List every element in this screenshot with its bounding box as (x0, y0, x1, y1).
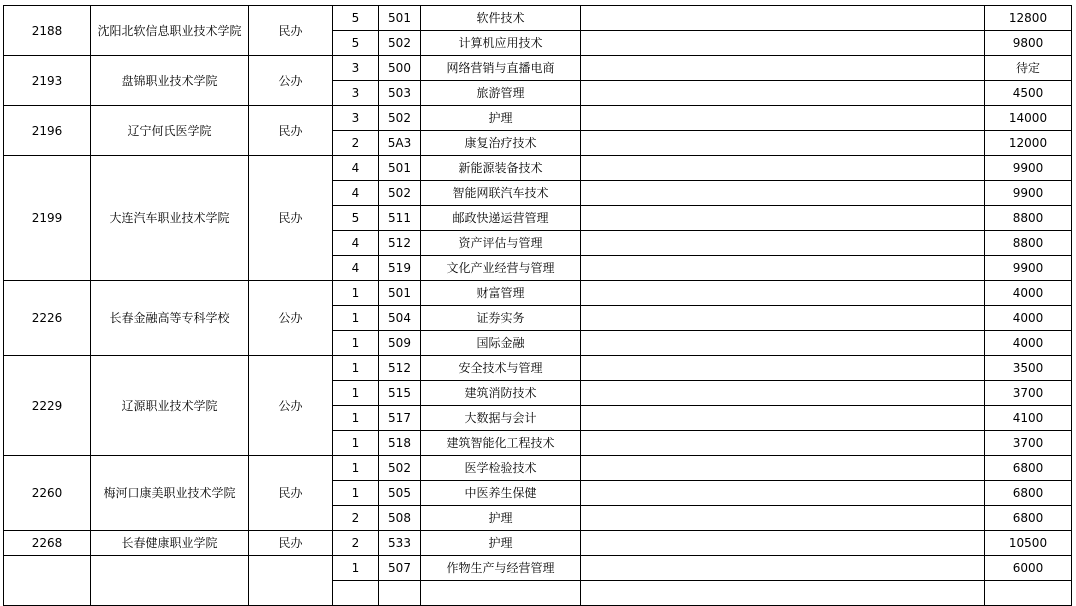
tuition-cell: 3700 (985, 431, 1072, 456)
major-code-cell: 511 (379, 206, 421, 231)
remarks-cell (581, 506, 985, 531)
major-name-cell: 网络营销与直播电商 (421, 56, 581, 81)
remarks-cell (581, 56, 985, 81)
remarks-cell (581, 231, 985, 256)
tuition-cell: 9900 (985, 156, 1072, 181)
school-name-cell: 沈阳北软信息职业技术学院 (91, 6, 249, 56)
major-name-cell: 财富管理 (421, 281, 581, 306)
table-row (4, 531, 1072, 556)
tuition-cell: 6800 (985, 506, 1072, 531)
school-type-cell: 民办 (249, 106, 333, 156)
plan-count-cell: 1 (333, 456, 379, 481)
remarks-cell (581, 306, 985, 331)
school-name-cell: 长春金融高等专科学校 (91, 281, 249, 356)
school-name-cell: 梅河口康美职业技术学院 (91, 456, 249, 531)
plan-count-cell: 1 (333, 431, 379, 456)
school-code-cell: 2229 (4, 356, 91, 456)
school-type-cell (249, 556, 333, 606)
plan-count-cell: 3 (333, 56, 379, 81)
major-code-cell: 519 (379, 256, 421, 281)
major-name-cell: 护理 (421, 506, 581, 531)
major-code-cell: 512 (379, 356, 421, 381)
major-name-cell: 资产评估与管理 (421, 231, 581, 256)
table-row (4, 281, 1072, 306)
school-type-cell: 民办 (249, 456, 333, 531)
remarks-cell (581, 406, 985, 431)
tuition-cell: 4000 (985, 306, 1072, 331)
remarks-cell (581, 181, 985, 206)
major-name-cell: 中医养生保健 (421, 481, 581, 506)
school-type-cell: 民办 (249, 156, 333, 281)
plan-count-cell: 2 (333, 131, 379, 156)
major-code-cell: 518 (379, 431, 421, 456)
major-name-cell: 文化产业经营与管理 (421, 256, 581, 281)
major-name-cell: 护理 (421, 531, 581, 556)
tuition-cell: 8800 (985, 231, 1072, 256)
remarks-cell (581, 456, 985, 481)
major-name-cell: 智能网联汽车技术 (421, 181, 581, 206)
school-code-cell: 2196 (4, 106, 91, 156)
tuition-cell: 14000 (985, 106, 1072, 131)
school-name-cell: 辽源职业技术学院 (91, 356, 249, 456)
table-row (4, 456, 1072, 481)
major-code-cell: 515 (379, 381, 421, 406)
tuition-cell: 4100 (985, 406, 1072, 431)
tuition-cell: 6000 (985, 556, 1072, 581)
remarks-cell (581, 256, 985, 281)
tuition-cell: 8800 (985, 206, 1072, 231)
plan-count-cell: 4 (333, 231, 379, 256)
major-code-cell: 508 (379, 506, 421, 531)
remarks-cell (581, 106, 985, 131)
tuition-cell: 9900 (985, 181, 1072, 206)
remarks-cell (581, 156, 985, 181)
remarks-cell (581, 481, 985, 506)
plan-count-cell: 4 (333, 156, 379, 181)
school-name-cell (91, 556, 249, 606)
plan-count-cell: 1 (333, 481, 379, 506)
remarks-cell (581, 31, 985, 56)
major-name-cell: 旅游管理 (421, 81, 581, 106)
tuition-cell: 9800 (985, 31, 1072, 56)
school-type-cell: 公办 (249, 56, 333, 106)
school-type-cell: 民办 (249, 531, 333, 556)
remarks-cell (581, 581, 985, 606)
tuition-cell: 3500 (985, 356, 1072, 381)
plan-count-cell: 2 (333, 531, 379, 556)
tuition-cell: 3700 (985, 381, 1072, 406)
plan-count-cell: 2 (333, 506, 379, 531)
school-name-cell: 盘锦职业技术学院 (91, 56, 249, 106)
major-code-cell: 501 (379, 156, 421, 181)
plan-count-cell: 1 (333, 331, 379, 356)
major-name-cell: 安全技术与管理 (421, 356, 581, 381)
major-code-cell: 517 (379, 406, 421, 431)
major-name-cell: 新能源装备技术 (421, 156, 581, 181)
remarks-cell (581, 431, 985, 456)
major-code-cell: 503 (379, 81, 421, 106)
school-name-cell: 长春健康职业学院 (91, 531, 249, 556)
major-code-cell: 502 (379, 456, 421, 481)
plan-count-cell: 1 (333, 356, 379, 381)
major-code-cell: 512 (379, 231, 421, 256)
plan-count-cell: 5 (333, 206, 379, 231)
major-name-cell: 软件技术 (421, 6, 581, 31)
plan-count-cell: 1 (333, 281, 379, 306)
major-code-cell: 507 (379, 556, 421, 581)
remarks-cell (581, 331, 985, 356)
tuition-cell: 4000 (985, 281, 1072, 306)
table-row (4, 356, 1072, 381)
plan-count-cell: 4 (333, 256, 379, 281)
remarks-cell (581, 531, 985, 556)
school-type-cell: 公办 (249, 281, 333, 356)
enrollment-table (3, 5, 1072, 606)
tuition-cell: 6800 (985, 456, 1072, 481)
school-name-cell: 大连汽车职业技术学院 (91, 156, 249, 281)
major-code-cell: 502 (379, 106, 421, 131)
table-row (4, 6, 1072, 31)
major-code-cell: 5A3 (379, 131, 421, 156)
remarks-cell (581, 381, 985, 406)
major-code-cell: 502 (379, 31, 421, 56)
school-type-cell: 民办 (249, 6, 333, 56)
tuition-cell: 6800 (985, 481, 1072, 506)
tuition-cell: 9900 (985, 256, 1072, 281)
tuition-cell: 10500 (985, 531, 1072, 556)
major-name-cell: 大数据与会计 (421, 406, 581, 431)
plan-count-cell: 5 (333, 31, 379, 56)
remarks-cell (581, 356, 985, 381)
major-name-cell: 建筑智能化工程技术 (421, 431, 581, 456)
tuition-cell: 12800 (985, 6, 1072, 31)
school-name-cell: 辽宁何氏医学院 (91, 106, 249, 156)
major-name-cell: 建筑消防技术 (421, 381, 581, 406)
table-row (4, 156, 1072, 181)
plan-count-cell: 1 (333, 381, 379, 406)
major-code-cell: 501 (379, 6, 421, 31)
major-code-cell: 533 (379, 531, 421, 556)
table-row (4, 106, 1072, 131)
remarks-cell (581, 6, 985, 31)
school-code-cell (4, 556, 91, 606)
tuition-cell: 12000 (985, 131, 1072, 156)
school-code-cell: 2193 (4, 56, 91, 106)
major-name-cell: 国际金融 (421, 331, 581, 356)
remarks-cell (581, 131, 985, 156)
major-name-cell (421, 581, 581, 606)
remarks-cell (581, 281, 985, 306)
plan-count-cell: 1 (333, 306, 379, 331)
major-code-cell: 509 (379, 331, 421, 356)
major-name-cell: 证券实务 (421, 306, 581, 331)
major-code-cell: 500 (379, 56, 421, 81)
school-code-cell: 2226 (4, 281, 91, 356)
tuition-cell: 4000 (985, 331, 1072, 356)
school-code-cell: 2199 (4, 156, 91, 281)
school-type-cell: 公办 (249, 356, 333, 456)
major-name-cell: 作物生产与经营管理 (421, 556, 581, 581)
major-code-cell: 501 (379, 281, 421, 306)
plan-count-cell: 1 (333, 406, 379, 431)
plan-count-cell: 3 (333, 81, 379, 106)
major-name-cell: 医学检验技术 (421, 456, 581, 481)
table-row (4, 56, 1072, 81)
table-row (4, 556, 1072, 581)
major-code-cell: 502 (379, 181, 421, 206)
remarks-cell (581, 206, 985, 231)
major-name-cell: 计算机应用技术 (421, 31, 581, 56)
tuition-cell: 4500 (985, 81, 1072, 106)
major-code-cell (379, 581, 421, 606)
major-code-cell: 505 (379, 481, 421, 506)
plan-count-cell (333, 581, 379, 606)
plan-count-cell: 4 (333, 181, 379, 206)
school-code-cell: 2188 (4, 6, 91, 56)
remarks-cell (581, 81, 985, 106)
remarks-cell (581, 556, 985, 581)
major-name-cell: 康复治疗技术 (421, 131, 581, 156)
tuition-cell (985, 581, 1072, 606)
school-code-cell: 2268 (4, 531, 91, 556)
major-name-cell: 护理 (421, 106, 581, 131)
plan-count-cell: 1 (333, 556, 379, 581)
major-name-cell: 邮政快递运营管理 (421, 206, 581, 231)
school-code-cell: 2260 (4, 456, 91, 531)
major-code-cell: 504 (379, 306, 421, 331)
tuition-cell: 待定 (985, 56, 1072, 81)
plan-count-cell: 3 (333, 106, 379, 131)
plan-count-cell: 5 (333, 6, 379, 31)
table-body (4, 6, 1072, 606)
